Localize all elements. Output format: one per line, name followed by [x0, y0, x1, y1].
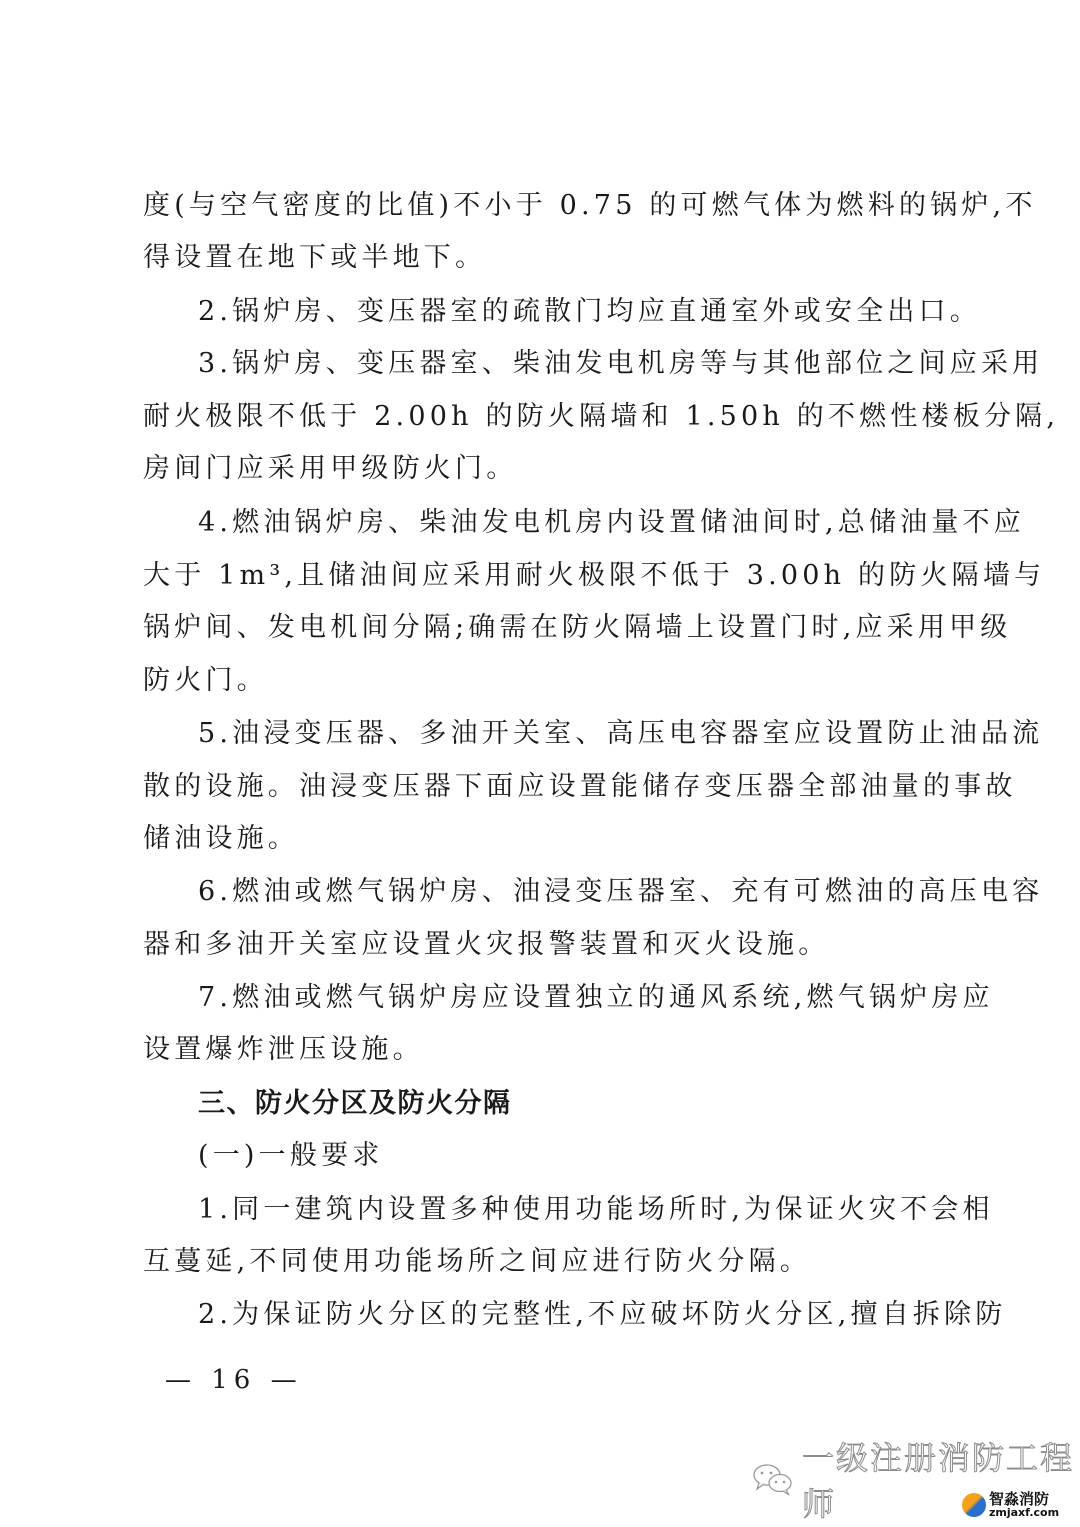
text-line: 得设置在地下或半地下。 [143, 242, 487, 273]
section-heading: 三、防火分区及防火分隔 [198, 1088, 512, 1119]
text-line: 1.同一建筑内设置多种使用功能场所时,为保证火灾不会相 [198, 1194, 994, 1225]
text-line: 散的设施。油浸变压器下面应设置能储存变压器全部油量的事故 [143, 771, 1017, 802]
text-line: 耐火极限不低于 2.00h 的防火隔墙和 1.50h 的不燃性楼板分隔, [143, 401, 1060, 432]
logo-name: 智淼消防 [989, 1490, 1050, 1508]
text-line: 7.燃油或燃气锅炉房应设置独立的通风系统,燃气锅炉房应 [198, 982, 994, 1013]
text-line: 房间门应采用甲级防火门。 [143, 453, 518, 484]
text-line: 防火门。 [143, 665, 268, 696]
logo-icon [962, 1493, 986, 1517]
site-logo [962, 1492, 1059, 1518]
text-line: 器和多油开关室应设置火灾报警装置和灭火设施。 [143, 929, 830, 960]
text-line: 锅炉间、发电机间分隔;确需在防火隔墙上设置门时,应采用甲级 [143, 612, 1012, 643]
text-line: 2.为保证防火分区的完整性,不应破坏防火分区,擅自拆除防 [198, 1299, 1007, 1330]
text-line: 大于 1m³,且储油间应采用耐火极限不低于 3.00h 的防火隔墙与 [143, 560, 1046, 591]
text-line: 5.油浸变压器、多油开关室、高压电容器室应设置防止油品流 [198, 718, 1044, 749]
text-line: 设置爆炸泄压设施。 [143, 1034, 424, 1065]
text-line: 3.锅炉房、变压器室、柴油发电机房等与其他部位之间应采用 [198, 348, 1044, 379]
subsection-heading: (一)一般要求 [198, 1140, 384, 1171]
account-name: 一级注册消防工程师 [802, 1439, 1075, 1523]
text-line: 度(与空气密度的比值)不小于 0.75 的可燃气体为燃料的锅炉,不 [143, 190, 1037, 221]
text-line: 储油设施。 [143, 823, 299, 854]
text-line: 2.锅炉房、变压器室的疏散门均应直通室外或安全出口。 [198, 296, 981, 327]
text-line: 6.燃油或燃气锅炉房、油浸变压器室、充有可燃油的高压电容 [198, 876, 1044, 907]
text-line: 互蔓延,不同使用功能场所之间应进行防火分隔。 [143, 1246, 811, 1277]
page-number: — 16 — [165, 1365, 303, 1395]
text-line: 4.燃油锅炉房、柴油发电机房内设置储油间时,总储油量不应 [198, 507, 1025, 538]
wechat-icon [752, 1462, 794, 1496]
logo-url: zmjaxf.com [989, 1506, 1060, 1519]
